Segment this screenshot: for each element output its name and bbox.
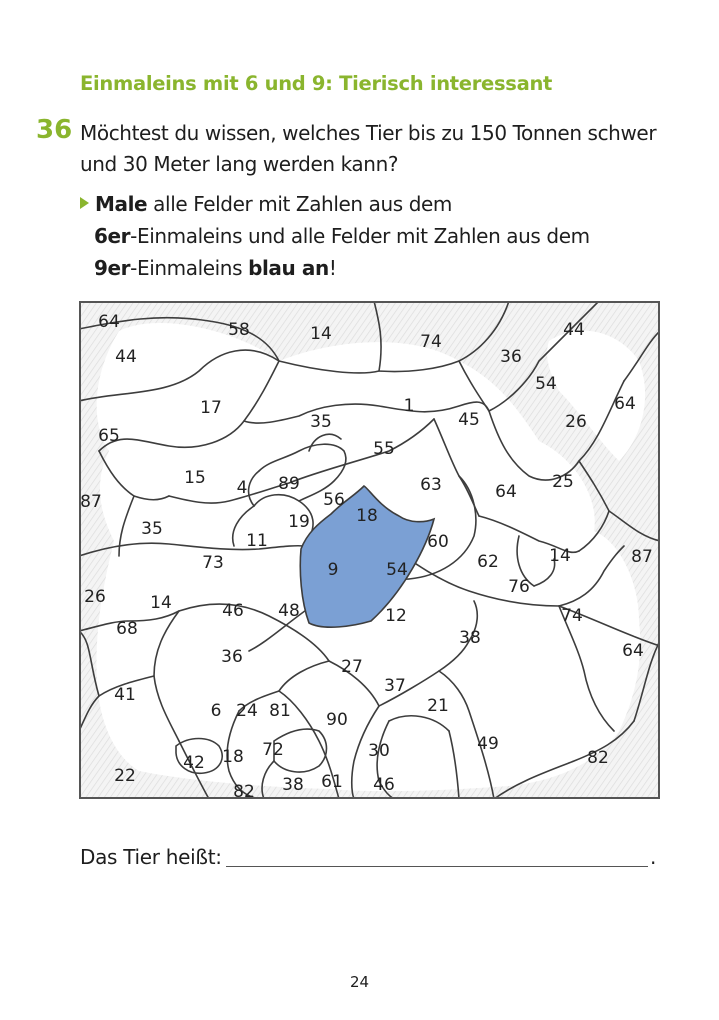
puzzle-number-53: 81 xyxy=(269,701,291,721)
task-number: 36 xyxy=(36,115,73,145)
puzzle-number-38: 14 xyxy=(150,593,172,613)
puzzle-number-43: 68 xyxy=(116,619,138,639)
answer-label: Das Tier heißt: xyxy=(80,845,222,869)
puzzle-number-26: 35 xyxy=(141,519,163,539)
puzzle-number-47: 27 xyxy=(341,657,363,677)
instr-text-1: alle Felder mit Zahlen aus dem xyxy=(147,192,453,216)
puzzle-number-33: 62 xyxy=(477,552,499,572)
puzzle-number-28: 11 xyxy=(246,531,268,551)
arrow-right-icon xyxy=(80,197,89,209)
puzzle-number-61: 22 xyxy=(114,766,136,786)
puzzle-number-58: 72 xyxy=(262,740,284,760)
instr-text-2: -Einmaleins und alle Felder mit Zahlen aus dem xyxy=(130,224,590,248)
puzzle-number-29: 60 xyxy=(427,532,449,552)
puzzle-number-25: 18 xyxy=(356,506,378,526)
puzzle-number-36: 76 xyxy=(508,577,530,597)
puzzle-number-31: 9 xyxy=(327,560,339,580)
instruction xyxy=(80,188,680,284)
puzzle-number-62: 82 xyxy=(233,782,255,799)
question-text: Möchtest du wissen, welches Tier bis zu 150 Tonnen schwer und 30 Meter lang werden kann? xyxy=(80,121,657,176)
puzzle-number-15: 65 xyxy=(98,426,120,446)
puzzle-number-4: 74 xyxy=(420,332,442,352)
puzzle-number-44: 38 xyxy=(459,628,481,648)
puzzle-number-39: 46 xyxy=(222,601,244,621)
puzzle-number-7: 36 xyxy=(500,347,522,367)
puzzle-number-59: 30 xyxy=(368,741,390,761)
puzzle-number-1: 64 xyxy=(98,312,120,332)
puzzle-number-34: 14 xyxy=(549,546,571,566)
answer-end-dot: . xyxy=(650,845,657,869)
puzzle-number-52: 24 xyxy=(236,701,258,721)
puzzle-number-22: 25 xyxy=(552,472,574,492)
puzzle-number-21: 64 xyxy=(495,482,517,502)
puzzle-number-3: 14 xyxy=(310,324,332,344)
puzzle-number-23: 87 xyxy=(80,492,102,512)
puzzle-number-35: 87 xyxy=(631,547,653,567)
puzzle-number-57: 18 xyxy=(222,747,244,767)
puzzle-number-12: 1 xyxy=(403,396,415,416)
instr-bold-4: blau an xyxy=(248,256,329,280)
puzzle-number-51: 6 xyxy=(210,701,222,721)
puzzle-number-49: 41 xyxy=(114,685,136,705)
puzzle-number-14: 26 xyxy=(565,412,587,432)
puzzle-number-37: 26 xyxy=(84,587,106,607)
puzzle-number-2: 58 xyxy=(228,320,250,340)
puzzle-number-40: 48 xyxy=(278,601,300,621)
puzzle-number-10: 17 xyxy=(200,398,222,418)
puzzle-number-46: 36 xyxy=(221,647,243,667)
puzzle-number-56: 42 xyxy=(183,753,205,773)
puzzle-number-16: 55 xyxy=(373,439,395,459)
page-number: 24 xyxy=(350,973,370,991)
puzzle-number-17: 15 xyxy=(184,468,206,488)
puzzle-number-11: 35 xyxy=(310,412,332,432)
puzzle-number-45: 64 xyxy=(622,641,644,661)
puzzle-number-30: 73 xyxy=(202,553,224,573)
puzzle-number-42: 74 xyxy=(561,606,583,626)
puzzle-number-54: 90 xyxy=(326,710,348,730)
puzzle-number-20: 63 xyxy=(420,475,442,495)
coloring-puzzle[interactable] xyxy=(79,301,660,799)
puzzle-number-9: 64 xyxy=(614,394,636,414)
puzzle-number-24: 56 xyxy=(323,490,345,510)
puzzle-number-5: 44 xyxy=(563,320,585,340)
instr-text-4: ! xyxy=(328,256,337,280)
puzzle-number-65: 46 xyxy=(373,775,395,795)
instr-bold-3: 9er xyxy=(94,256,131,280)
puzzle-number-32: 54 xyxy=(386,560,408,580)
puzzle-number-27: 19 xyxy=(288,512,310,532)
puzzle-number-13: 45 xyxy=(458,410,480,430)
puzzle-number-64: 61 xyxy=(321,772,343,792)
puzzle-number-6: 44 xyxy=(115,347,137,367)
puzzle-number-8: 54 xyxy=(535,374,557,394)
instr-bold-1: Male xyxy=(95,192,148,216)
puzzle-number-50: 21 xyxy=(427,696,449,716)
puzzle-number-48: 37 xyxy=(384,676,406,696)
puzzle-number-60: 82 xyxy=(587,748,609,768)
instr-bold-2: 6er xyxy=(94,224,131,248)
instr-text-3: -Einmaleins xyxy=(130,256,249,280)
exercise-heading: Einmaleins mit 6 und 9: Tierisch interessant xyxy=(80,72,553,95)
puzzle-number-18: 4 xyxy=(236,478,248,498)
puzzle-number-19: 89 xyxy=(278,474,300,494)
answer-input-line[interactable] xyxy=(226,866,648,867)
puzzle-number-55: 49 xyxy=(477,734,499,754)
puzzle-number-63: 38 xyxy=(282,775,304,795)
puzzle-number-41: 12 xyxy=(385,606,407,626)
